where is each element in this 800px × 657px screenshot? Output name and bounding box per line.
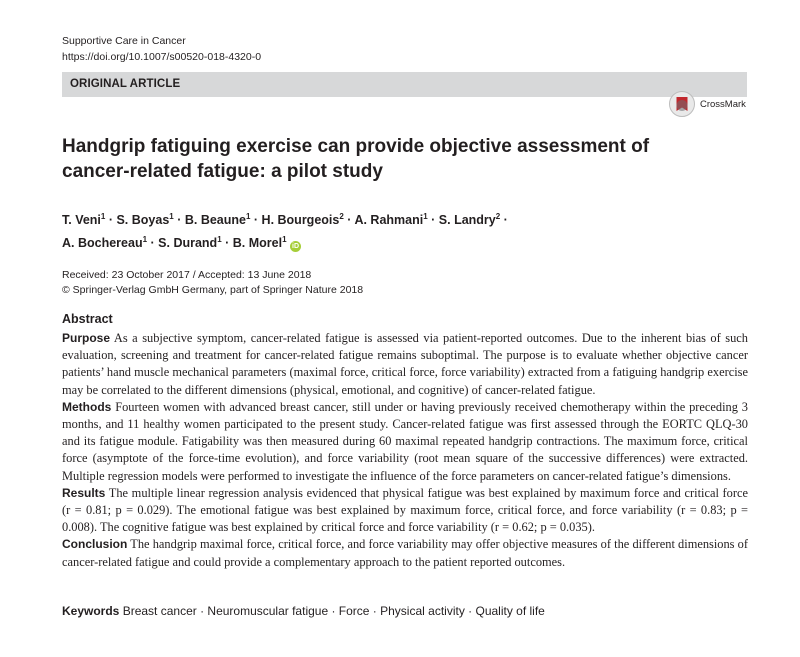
author-separator: · (147, 236, 159, 250)
author-name[interactable]: S. Durand (158, 236, 218, 250)
conclusion-text: The handgrip maximal force, critical force, and force variability may offer objective measures of the different dimensions of cancer-related fatigue and could provide a complementary approach to the patient reported outcomes. (62, 537, 749, 569)
author-affiliation: 2 (339, 212, 344, 221)
purpose-text: As a subjective symptom, cancer-related fatigue is assessed via patient-reported outcomes. Due to the inherent bias of such evaluation, screening and treatment for cancer-related fatigue remains suboptimal. The purpose is to evaluate whether objective cancer patients’ hand muscle mechanical parameters (maximal force, critical force, force variability) extracted from a fatiguing handgrip exercise may be correlated to the different dimensions (physical, emotional, and cognitive) of cancer-related fatigue. (62, 331, 749, 397)
author-affiliation: 1 (169, 212, 174, 221)
copyright-line: © Springer-Verlag GmbH Germany, part of Springer Nature 2018 (62, 284, 364, 296)
doi-link[interactable]: https://doi.org/10.1007/s00520-018-4320-0 (62, 51, 262, 63)
author-separator: · (500, 213, 508, 227)
crossmark-badge[interactable] (669, 90, 746, 118)
article-type: ORIGINAL ARTICLE (70, 78, 181, 90)
article-title: Handgrip fatiguing exercise can provide objective assessment of cancer-related fatigue: a pilot study (62, 136, 650, 182)
author-affiliation: 1 (142, 235, 148, 244)
author-separator: · (250, 213, 262, 227)
author-affiliation: 1 (282, 235, 287, 244)
methods-text: Fourteen women with advanced breast cancer, still under or having previously received chemotherapy within the preceding 3 months, and 11 healthy women participated to the present study. Cancer-related fatigue was first assessed through the EORTC QLQ-30 and its fatigue module. Fatigability was then measured during 60 maximal repeated handgrip contractions. The maximum force, critical force (asymptote of the force-time evolution), and force variability (root mean square of the successive differences) were extracted. Multiple regression models were performed to investigate the influence of the force parameters on cancer-related fatigue’s dimensions. (62, 399, 748, 483)
abstract-methods (62, 399, 748, 485)
abstract-purpose (62, 330, 748, 399)
author-separator: · (343, 213, 355, 227)
keywords (62, 603, 545, 619)
keywords-label: Keywords (62, 604, 120, 618)
conclusion-label: Conclusion (62, 537, 128, 552)
author-affiliation: 2 (495, 212, 501, 221)
purpose-label: Purpose (62, 331, 111, 345)
author-name[interactable]: T. Veni (62, 213, 101, 227)
methods-label: Methods (62, 399, 112, 414)
abstract-body (62, 330, 748, 571)
results-text: The multiple linear regression analysis evidenced that physical fatigue was best explained by maximum force and critical force (r = 0.81; p = 0.029). The emotional fatigue was best explained by maximum force, critical force, and force variability (r = 0.83; p = 0.008). The cognitive fatigue was best explained by critical force and force variability (r = 0.62; p = 0.035). (62, 485, 748, 535)
author-name[interactable]: S. Landry (438, 213, 496, 227)
author-affiliation: 1 (100, 212, 106, 221)
author-affiliation: 1 (217, 235, 222, 244)
author-name[interactable]: A. Rahmani (354, 213, 424, 227)
article-type-band (62, 72, 747, 97)
author-affiliation: 1 (245, 212, 251, 221)
author-name[interactable]: H. Bourgeois (261, 213, 340, 227)
keywords-text: Breast cancer · Neuromuscular fatigue · Force · Physical activity · Quality of life (122, 604, 545, 618)
author-affiliation: 1 (423, 212, 428, 221)
results-label: Results (62, 485, 106, 500)
crossmark-icon (669, 91, 695, 117)
abstract-conclusion (62, 536, 748, 570)
journal-name: Supportive Care in Cancer (62, 35, 186, 47)
author-list (62, 207, 582, 253)
author-name[interactable]: B. Beaune (184, 213, 246, 227)
abstract-heading: Abstract (62, 312, 113, 326)
author-separator: · (173, 213, 185, 227)
crossmark-label: CrossMark (700, 98, 746, 110)
abstract-results (62, 485, 748, 537)
author-separator: · (221, 236, 233, 250)
author-name[interactable]: S. Boyas (116, 213, 170, 227)
orcid-icon[interactable]: iD (292, 243, 300, 250)
author-name[interactable]: B. Morel (232, 236, 283, 250)
author-name[interactable]: A. Bochereau (62, 236, 143, 250)
received-accepted-dates: Received: 23 October 2017 / Accepted: 13 June 2018 (62, 269, 312, 281)
author-separator: · (427, 213, 439, 227)
author-separator: · (105, 213, 117, 227)
